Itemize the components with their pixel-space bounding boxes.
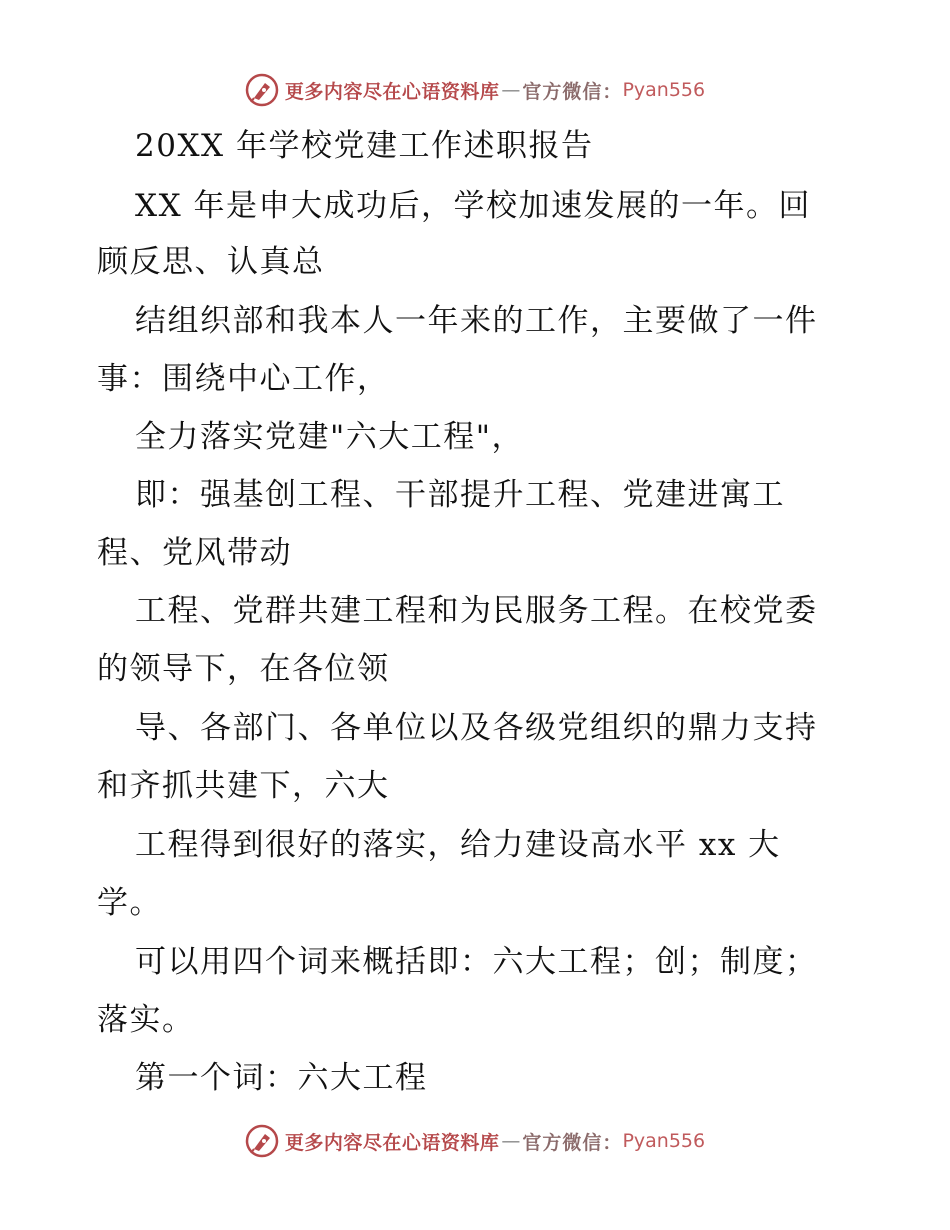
- section-heading: 第一个词：六大工程: [135, 1060, 428, 1096]
- paragraph-line: 导、各部门、各单位以及各级党组织的鼎力支持: [135, 710, 818, 746]
- paragraph-line: XX 年是申大成功后，学校加速发展的一年。回: [135, 188, 811, 224]
- watermark-text: 更多内容尽在心语资料库: [284, 1131, 500, 1154]
- watermark-separator: —: [501, 1130, 521, 1152]
- paragraph-line: 工程得到很好的落实，给力建设高水平 xx 大: [135, 827, 781, 863]
- pen-nib-logo-icon: [245, 73, 279, 107]
- watermark-label: 官方微信：: [522, 80, 623, 103]
- paragraph-line: 结组织部和我本人一年来的工作，主要做了一件: [135, 303, 818, 339]
- watermark-text: 更多内容尽在心语资料库: [284, 80, 500, 103]
- paragraph-line: 事：围绕中心工作，: [97, 361, 390, 397]
- paragraph-line: 的领导下，在各位领: [97, 651, 390, 687]
- paragraph-line: 落实。: [97, 1002, 195, 1038]
- paragraph-line: 学。: [97, 885, 162, 921]
- paragraph-line: 即：强基创工程、干部提升工程、党建进寓工: [135, 477, 785, 513]
- watermark-separator: —: [501, 79, 521, 101]
- header-watermark: [0, 70, 950, 110]
- paragraph-line: 程、党风带动: [97, 535, 292, 571]
- watermark-id: Pyan556: [622, 1130, 706, 1152]
- watermark-id: Pyan556: [622, 79, 706, 101]
- footer-watermark: [0, 1121, 950, 1161]
- paragraph-line: 顾反思、认真总: [97, 244, 325, 280]
- paragraph-line: 和齐抓共建下，六大: [97, 768, 390, 804]
- paragraph-line: 全力落实党建"六大工程"，: [135, 419, 525, 455]
- pen-nib-logo-icon: [245, 1124, 279, 1158]
- document-title: 20XX 年学校党建工作述职报告: [135, 128, 594, 164]
- paragraph-line: 可以用四个词来概括即：六大工程；创；制度；: [135, 944, 818, 980]
- watermark-label: 官方微信：: [522, 1131, 623, 1154]
- paragraph-line: 工程、党群共建工程和为民服务工程。在校党委: [135, 593, 818, 629]
